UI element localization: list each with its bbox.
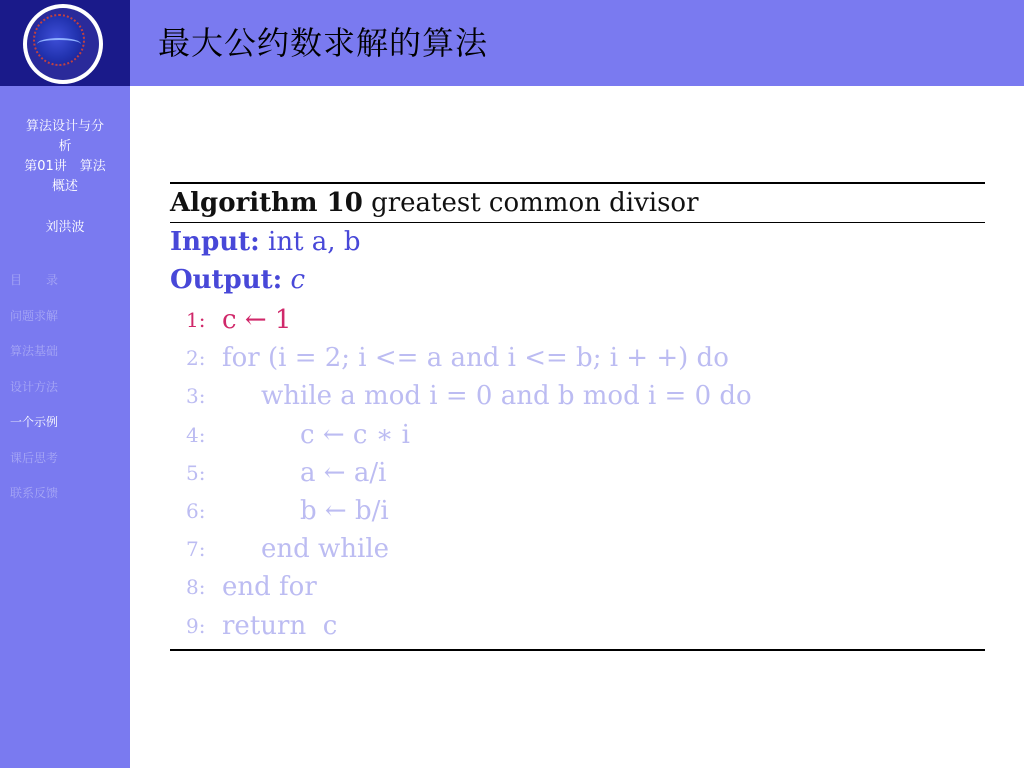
input-line — [170, 223, 985, 261]
line-code: c ← c ∗ i — [300, 419, 410, 450]
line-number: 8: — [186, 575, 206, 600]
algorithm-line — [170, 492, 985, 530]
university-logo — [23, 4, 103, 84]
line-number: 7: — [186, 537, 206, 562]
logo-wave — [37, 38, 81, 50]
bottom-rule — [170, 649, 985, 651]
input-value: int a, b — [268, 227, 361, 257]
algorithm-line — [170, 530, 985, 568]
line-number: 2: — [186, 346, 206, 371]
output-line — [170, 261, 985, 299]
algorithm-line — [170, 339, 985, 377]
input-label: Input: — [170, 227, 260, 257]
line-number: 6: — [186, 498, 206, 523]
line-code: while a mod i = 0 and b mod i = 0 do — [261, 381, 752, 412]
author-name: 刘洪波 — [45, 220, 85, 235]
line-number: 3: — [186, 384, 206, 409]
course-title-line: 概述 — [51, 179, 78, 194]
algorithm-line — [170, 377, 985, 415]
course-title-line: 析 — [58, 139, 72, 154]
line-number: 5: — [186, 460, 206, 485]
algorithm-line — [170, 416, 985, 454]
algorithm-line — [170, 454, 985, 492]
line-code: b ← b/i — [300, 495, 389, 526]
algorithm-line — [170, 568, 985, 606]
algorithm-line — [170, 301, 985, 339]
line-code: return c — [222, 610, 338, 641]
output-value: c — [290, 265, 306, 295]
sidebar — [0, 0, 130, 768]
line-number: 4: — [186, 422, 206, 447]
line-code: end while — [261, 534, 390, 565]
output-label: Output: — [170, 265, 283, 295]
algorithm-number: Algorithm 10 — [170, 188, 363, 218]
line-code: end for — [222, 572, 317, 603]
line-number: 9: — [186, 613, 206, 638]
algorithm-block — [170, 182, 985, 651]
algorithm-line — [170, 607, 985, 645]
course-title-line: 算法设计与分 — [25, 119, 104, 134]
algorithm-caption — [170, 184, 985, 222]
course-title — [6, 117, 124, 197]
algorithm-lines — [170, 301, 985, 645]
course-title-line: 第01讲 算法 — [24, 159, 106, 174]
logo-area — [0, 0, 130, 86]
section-nav — [10, 270, 58, 519]
nav-item-design-methods[interactable]: 设计方法 — [10, 379, 59, 394]
slide-title: 最大公约数求解的算法 — [158, 24, 489, 62]
nav-item-problem-solving[interactable]: 问题求解 — [10, 308, 59, 323]
line-number: 1: — [186, 308, 206, 332]
line-code: a ← a/i — [300, 457, 387, 488]
algorithm-name: greatest common divisor — [371, 188, 699, 218]
nav-item-example[interactable]: 一个示例 — [10, 415, 59, 429]
line-code: for (i = 2; i <= a and i <= b; i + +) do — [222, 343, 729, 374]
slide-header — [130, 0, 1024, 86]
nav-item-algorithm-basics[interactable]: 算法基础 — [10, 344, 59, 358]
nav-item-homework[interactable]: 课后思考 — [10, 450, 59, 465]
nav-item-feedback[interactable]: 联系反馈 — [10, 486, 59, 500]
nav-item-contents[interactable]: 目 录 — [10, 273, 59, 287]
line-code: c ← 1 — [222, 305, 292, 335]
